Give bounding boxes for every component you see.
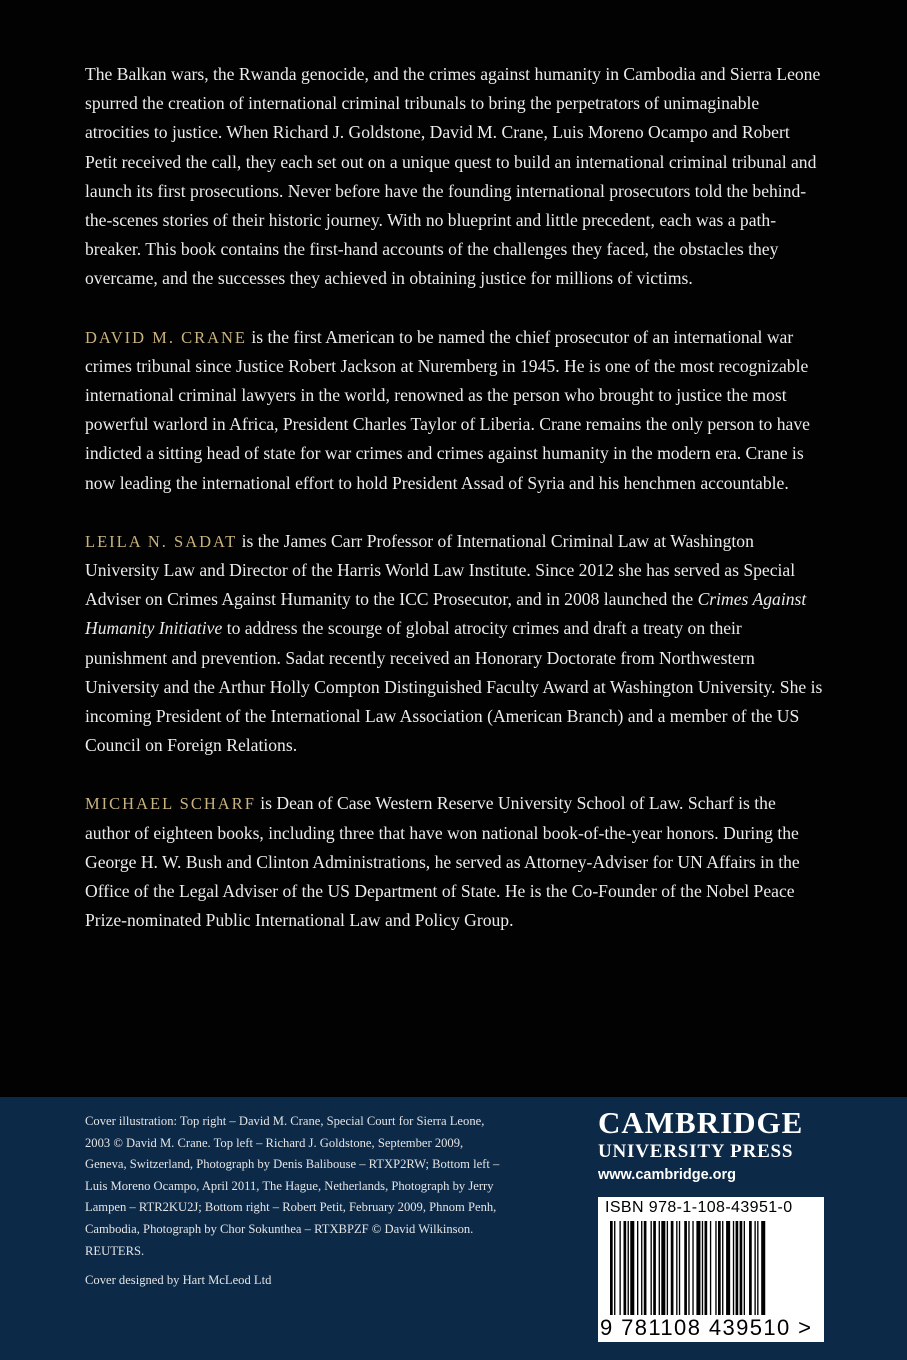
barcode-bar (630, 1221, 634, 1315)
publisher-name: CAMBRIDGE (598, 1105, 804, 1140)
isbn-label: ISBN 978-1-108-43951-0 (605, 1199, 793, 1216)
barcode-bar (667, 1221, 668, 1315)
barcode-bar (718, 1221, 721, 1315)
barcode-bar (624, 1221, 627, 1315)
barcode-bar (692, 1221, 693, 1315)
publisher-url: www.cambridge.org (598, 1167, 737, 1183)
back-cover-text (85, 60, 825, 964)
barcode-bar (757, 1221, 758, 1315)
barcode-bar (644, 1221, 647, 1315)
barcode-bar (676, 1221, 677, 1315)
barcode-bar (710, 1221, 711, 1315)
footer-band (0, 1097, 907, 1360)
barcode-bar (637, 1221, 638, 1315)
barcode-digits: 9 781108 439510 > (600, 1315, 813, 1340)
barcode-bar (671, 1221, 674, 1315)
bio-text: is Dean of Case Western Reserve University School of Law. Scharf is the author of eighteen books, including three that have won national book-of-the-year honors. During the George H. W. Bush and Clinton Administrations, he served as Attorney-Adviser for UN Affairs in the Office of the Legal Adviser of the US Department of State. He is the Co-Founder of the Nobel Peace Prize-nominated Public International Law and Policy Group. (85, 793, 800, 931)
barcode-bar (749, 1221, 752, 1315)
isbn-barcode (598, 1197, 824, 1342)
barcode-bars (606, 1221, 812, 1315)
book-blurb: The Balkan wars, the Rwanda genocide, and the crimes against humanity in Cambodia and Sierra Leone spurred the creation of international criminal tribunals to bring the perpetrators of unimaginable atrocities to justice. When Richard J. Goldstone, David M. Crane, Luis Moreno Ocampo and Robert Petit received the call, they each set out on a unique quest to build an international criminal tribunal and launch its first prosecutions. Never before have the founding international prosecutors told the behind-the-scenes stories of their historic journey. With no blueprint and little precedent, each was a path-breaker. This book contains the first-hand accounts of the challenges they faced, the obstacles they overcame, and the successes they achieved in obtaining justice for millions of victims. (85, 64, 821, 289)
bio-text: is the James Carr Professor of International Criminal Law at Washington University Law and Director of the Harris World Law Institute. Since 2012 she has served as Special Adviser on Crimes Against Humanity to the ICC Prosecutor, and in 2008 launched the (85, 530, 796, 610)
publisher-logo (598, 1105, 826, 1186)
bio-sadat (85, 527, 825, 761)
bio-text: is the first American to be named the chief prosecutor of an international war crimes tribunal since Justice Robert Jackson at Nuremberg in 1945. He is one of the most recognizable international criminal lawyers in the world, renowned as the person who brought to justice the most powerful warlord in Africa, President Charles Taylor of Liberia. Crane remains the only person to have indicted a sitting head of state for war crimes and crimes against humanity in the modern era. Crane is now leading the international effort to hold President Assad of Syria and his henchmen accountable. (85, 326, 810, 493)
barcode-bar (744, 1221, 745, 1315)
barcode-bar (736, 1221, 739, 1315)
barcode-bar (702, 1221, 703, 1315)
barcode-bar (715, 1221, 716, 1315)
barcode-bar (754, 1221, 755, 1315)
cover-designer: Cover designed by Hart McLeod Ltd (85, 1273, 272, 1287)
barcode-bar (740, 1221, 743, 1315)
barcode-bar (733, 1221, 734, 1315)
barcode-bar (688, 1221, 689, 1315)
barcode-bar (761, 1221, 765, 1315)
author-name: MICHAEL SCHARF (85, 794, 256, 814)
barcode-bar (641, 1221, 642, 1315)
barcode-bar (696, 1221, 700, 1315)
barcode-bar (705, 1221, 708, 1315)
barcode-bar (661, 1221, 665, 1315)
barcode-bar (614, 1221, 615, 1315)
barcode-bar (659, 1221, 660, 1315)
publisher-subtitle: UNIVERSITY PRESS (598, 1141, 794, 1162)
bio-crane (85, 323, 825, 498)
bio-text: to address the scourge of global atrocity crimes and draft a treaty on their punishment and prevention. Sadat recently received an Honorary Doctorate from Northwestern University and the Arthur Holly Compton Distinguished Faculty Award at Washington University. She is incoming President of the International Law Association (American Branch) and a member of the US Council on Foreign Relations. (85, 618, 823, 756)
barcode-bar (610, 1221, 613, 1315)
barcode-bar (679, 1221, 680, 1315)
cover-credits: Cover illustration: Top right – David M. Crane, Special Court for Sierra Leone, 2003 © David M. Crane. Top left – Richard J. Goldstone, September 2009, Geneva, Switzerland, Photograph by Denis Balibouse – RTXP2RW; Bottom left – Luis Moreno Ocampo, April 2011, The Hague, Netherlands, Photograph by Jerry Lampen – RTR2KU2J; Bottom right – Robert Petit, February 2009, Phnom Penh, Cambodia, Photograph by Chor Sokunthea – RTXBPZF © David Wilkinson. REUTERS. (85, 1114, 500, 1258)
barcode-bar (653, 1221, 656, 1315)
barcode-bar (619, 1221, 620, 1315)
barcode-bar (726, 1221, 730, 1315)
barcode-bar (651, 1221, 652, 1315)
initiative-title: Crimes Against Humanity Initiative (85, 589, 807, 639)
barcode-bar (628, 1221, 629, 1315)
barcode-bar (684, 1221, 687, 1315)
bio-scharf (85, 789, 825, 935)
author-name: LEILA N. SADAT (85, 531, 238, 551)
barcode-bar (722, 1221, 723, 1315)
author-name: DAVID M. CRANE (85, 327, 247, 347)
